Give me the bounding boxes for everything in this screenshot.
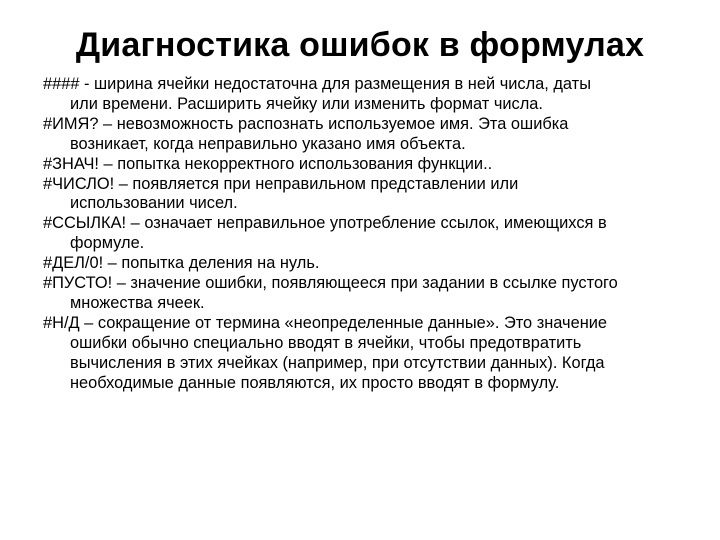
error-list [43,75,693,394]
error-item-text-continued: необходимые данные появляются, их просто вводят в формулу. [70,373,560,392]
error-item-number [43,175,693,215]
error-item-text-continued: использовании чисел. [70,194,238,213]
error-item-text-continued: или времени. Расширить ячейку или изменить формат числа. [70,94,543,113]
error-item-text: #Н/Д – сокращение от термина «неопределенные данные». Это значение [43,313,608,332]
error-item-na [43,314,693,394]
error-item-text: #### - ширина ячейки недостаточна для размещения в ней числа, даты [43,75,591,93]
error-item-name [43,115,693,155]
error-item-div0 [43,254,693,274]
error-item-text-continued: возникает, когда неправильно указано имя объекта. [70,134,466,153]
error-item-text: #ЧИСЛО! – появляется при неправильном представлении или [43,174,519,193]
error-item-text: #ДЕЛ/0! – попытка деления на нуль. [43,254,320,273]
error-item-text-continued: вычисления в этих ячейках (например, при отсутствии данных). Когда [70,353,605,372]
error-item-hash-width [43,75,693,115]
error-item-text: #ПУСТО! – значение ошибки, появляющееся при задании в ссылке пустого [43,274,618,293]
error-item-text: #ИМЯ? – невозможность распознать используемое имя. Эта ошибка [43,114,569,133]
error-item-text-continued: ошибки обычно специально вводят в ячейки, чтобы предотвратить [70,333,582,352]
error-item-value [43,155,693,175]
error-item-text: #ССЫЛКА! – означает неправильное употребление ссылок, имеющихся в [43,214,607,233]
error-item-ref [43,214,693,254]
error-item-null [43,274,693,314]
error-item-text-continued: множества ячеек. [70,293,205,312]
error-item-text-continued: формуле. [70,234,145,253]
error-item-text: #ЗНАЧ! – попытка некорректного использования функции.. [43,154,493,173]
slide-title: Диагностика ошибок в формулах [75,26,645,64]
